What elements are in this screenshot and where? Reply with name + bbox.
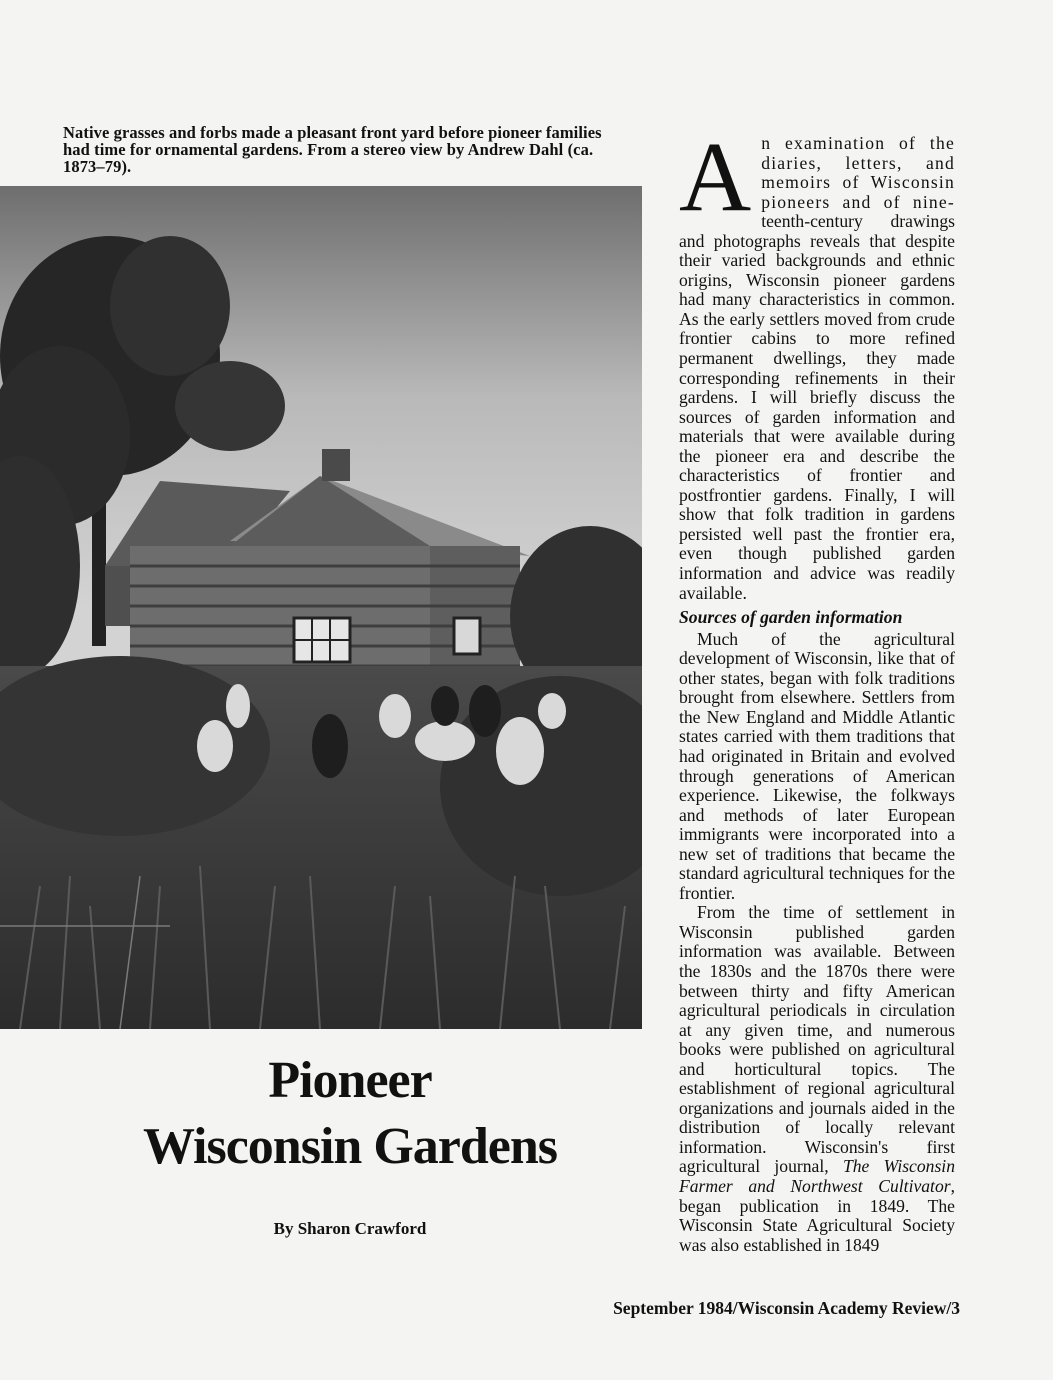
byline: By Sharon Crawford: [273, 1219, 427, 1238]
paragraph-3: [679, 903, 955, 1255]
journal-title: The Wisconsin Farmer and Northwest Cultivator: [679, 1156, 955, 1196]
title-line-2: Wisconsin Gardens: [142, 1118, 558, 1175]
title-line-1: Pioneer: [268, 1052, 432, 1109]
article-title: [100, 1048, 600, 1180]
article-column: [679, 121, 955, 1255]
paragraph-3-text-a: From the time of settlement in Wisconsin published garden information was available. Between the 1830s and the 1870s there were between thirty and fifty American agricultural periodicals in circulation at any given time, and numerous books were published on agricultural and horticultural topics. The establishment of regional agricultural organizations and journals aided in the distribution of locally relevant information. Wisconsin's first agricultural journal,: [679, 902, 955, 1177]
cabin-photograph: [0, 186, 642, 1029]
section-subheading: Sources of garden information: [679, 607, 903, 628]
drop-cap: A: [679, 121, 752, 232]
lead-text: n examination of the diaries, letters, and memoirs of Wisconsin pioneers and of nine-: [761, 133, 955, 212]
paragraph-1: teenth-century drawings and photographs reveals that despite their varied backgrounds and ethnic origins, Wisconsin pioneer gardens had many characteristics in common. As the early settlers moved from crude frontier cabins to more refined permanent dwellings, they made corresponding refinements in their gardens. I will briefly discuss the sources of garden information and materials that were available during the pioneer era and describe the characteristics of frontier and postfrontier gardens. Finally, I will show that folk tradition in gardens persisted well past the frontier era, even though published garden information and advice was readily available.: [679, 211, 955, 603]
page-footer: September 1984/Wisconsin Academy Review/3: [613, 1298, 960, 1318]
paragraph-3-text-b: , began publication in 1849. The Wisconsin State Agricultural Society was also established in 1849: [679, 1175, 955, 1255]
photo-caption: Native grasses and forbs made a pleasant front yard before pioneer families had time for ornamental gardens. From a stereo view by Andrew Dahl (ca. 1873–79).: [63, 123, 602, 176]
paragraph-2: Much of the agricultural development of Wisconsin, like that of other states, began with folk traditions brought from elsewhere. Settlers from the New England and Middle Atlantic states carried with them traditions that had originated in Britain and evolved through generations of American experience. Likewise, the folkways and methods of later European immigrants were incorporated into a new set of traditions that became the standard agricultural techniques for the frontier.: [679, 628, 955, 903]
